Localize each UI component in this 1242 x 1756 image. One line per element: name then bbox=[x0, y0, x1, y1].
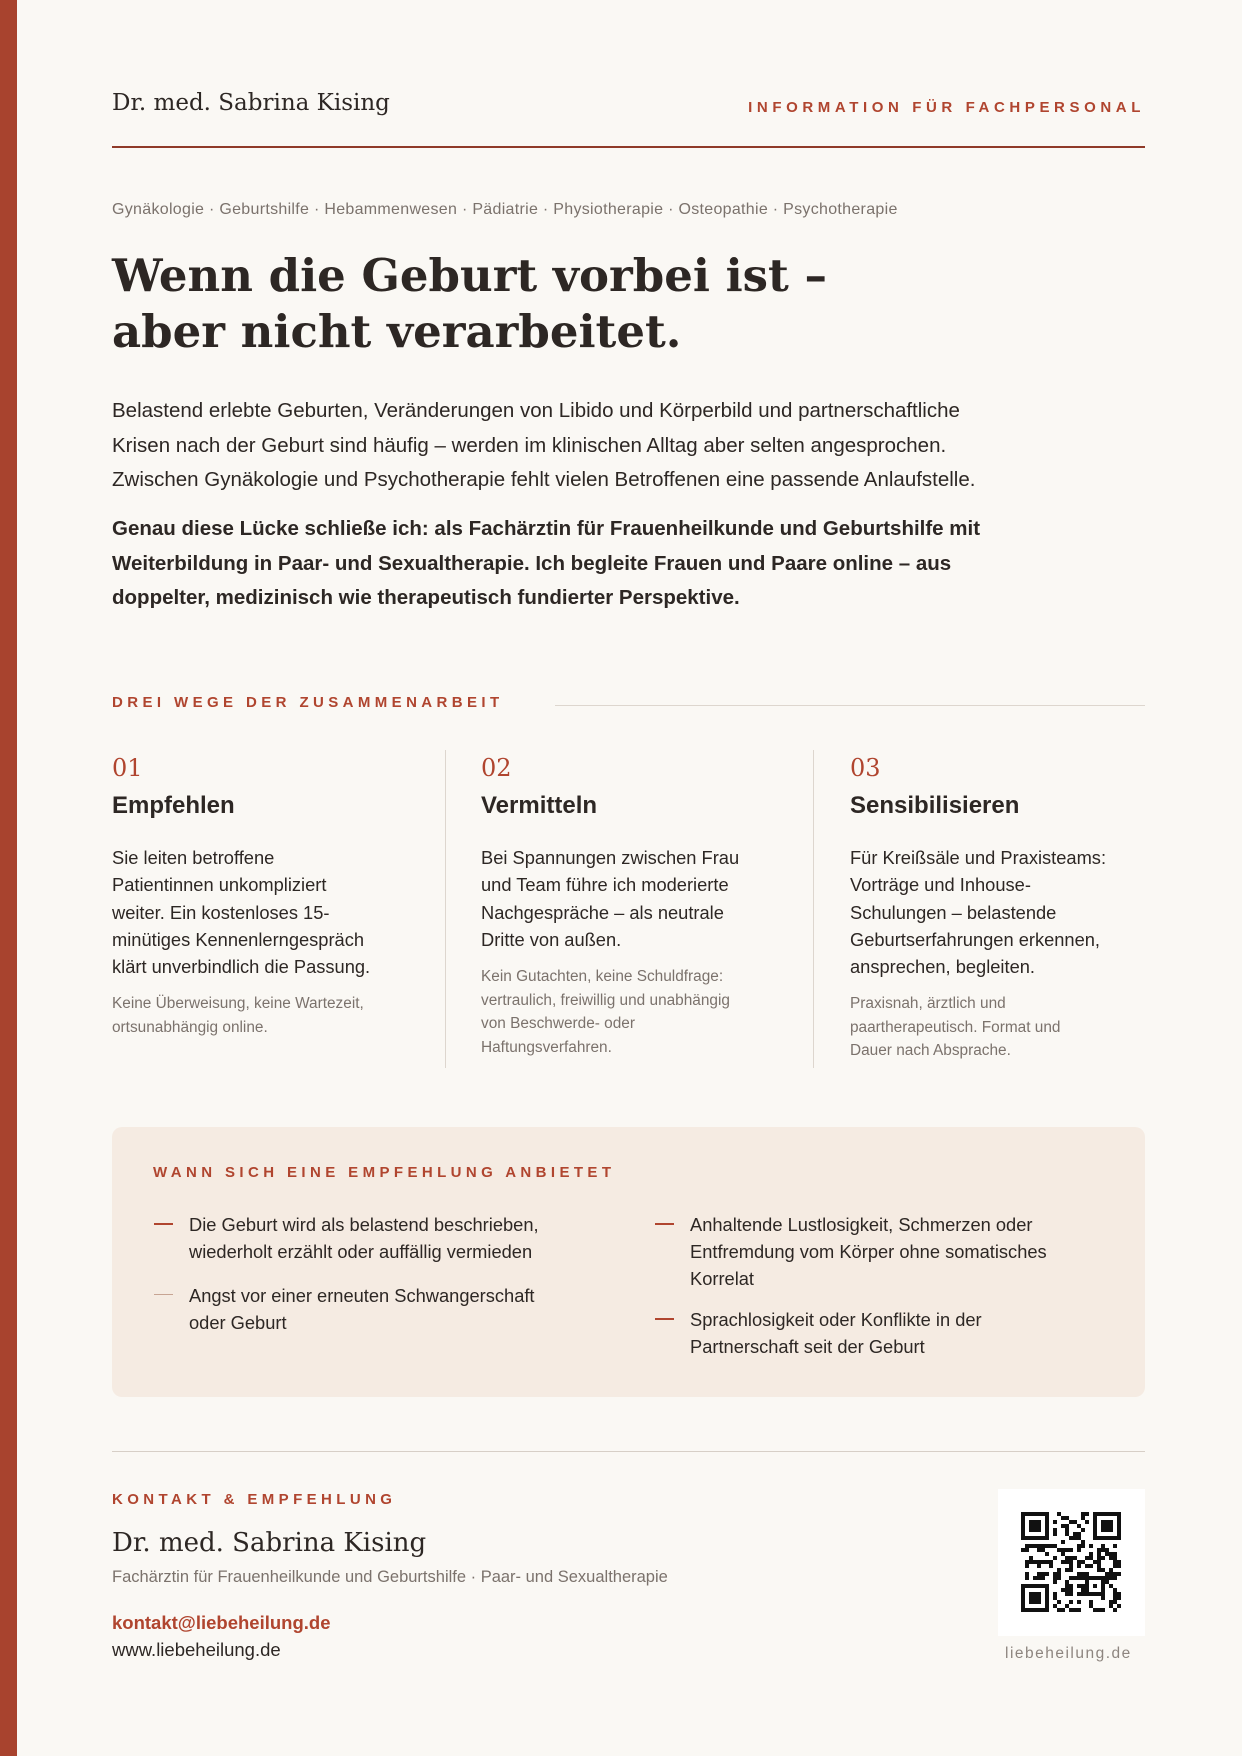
website-link[interactable]: www.liebeheilung.de bbox=[112, 1639, 281, 1660]
text-line: Haftungsverfahren. bbox=[481, 1038, 612, 1056]
referral-item bbox=[690, 1211, 1090, 1292]
text-line: Patientinnen unkompliziert bbox=[112, 874, 327, 896]
way-note bbox=[112, 992, 412, 1039]
text-line: Für Kreißsäle und Praxisteams: bbox=[850, 847, 1107, 868]
way-column-mediate bbox=[481, 750, 781, 1068]
referral-item bbox=[690, 1306, 1090, 1360]
contact-qualifications: Fachärztin für Frauenheilkunde und Geburtshilfe · Paar- und Sexualtherapie bbox=[112, 1568, 668, 1586]
brand-name: Dr. med. Sabrina Kising bbox=[112, 90, 390, 116]
contact-name: Dr. med. Sabrina Kising bbox=[112, 1528, 427, 1558]
ways-divider bbox=[555, 705, 1145, 706]
text-line: ortsunabhängig online. bbox=[112, 1018, 268, 1036]
way-number: 01 bbox=[112, 754, 143, 782]
ways-section-label: DREI WEGE DER ZUSAMMENARBEIT bbox=[112, 694, 504, 711]
text-line: und Team führe ich moderierte bbox=[481, 874, 729, 896]
text-line: oder Geburt bbox=[189, 1312, 287, 1333]
contact-section-label: KONTAKT & EMPFEHLUNG bbox=[112, 1491, 397, 1508]
text-line: Praxisnah, ärztlich und bbox=[850, 995, 1006, 1012]
text-line: Sprachlosigkeit oder Konflikte in der bbox=[690, 1309, 982, 1330]
text-line: wiederholt erzählt oder auffällig vermieden bbox=[189, 1241, 533, 1262]
text-line: Schulungen – belastende bbox=[850, 901, 1057, 923]
page-title bbox=[112, 248, 827, 360]
text-line: Sie leiten betroffene bbox=[112, 847, 275, 868]
text-line: Korrelat bbox=[690, 1268, 755, 1289]
way-description bbox=[481, 844, 771, 953]
dash-bullet-icon bbox=[655, 1318, 674, 1320]
way-note bbox=[850, 992, 1150, 1063]
referral-item bbox=[189, 1282, 589, 1336]
way-note bbox=[481, 965, 781, 1059]
accent-bar bbox=[0, 0, 17, 1756]
text-line: vertraulich, freiwillig und unabhängig bbox=[481, 991, 730, 1009]
text-line: Dauer nach Absprache. bbox=[850, 1042, 1011, 1059]
text-line: von Beschwerde- oder bbox=[481, 1015, 635, 1032]
text-line: paartherapeutisch. Format und bbox=[850, 1018, 1061, 1036]
title-line-1: Wenn die Geburt vorbei ist – bbox=[112, 249, 827, 302]
text-line: minütiges Kennenlerngespräch bbox=[112, 928, 365, 950]
dash-bullet-icon bbox=[655, 1223, 674, 1225]
way-title: Vermitteln bbox=[481, 792, 598, 819]
lead-line: Genau diese Lücke schließe ich: als Fachärztin für Frauenheilkunde und Geburtshilfe mit bbox=[112, 517, 981, 540]
referral-box bbox=[112, 1127, 1145, 1397]
way-column-sensitize bbox=[850, 750, 1150, 1068]
page-header bbox=[112, 90, 1145, 148]
qr-code-icon[interactable] bbox=[998, 1489, 1145, 1636]
way-number: 02 bbox=[481, 754, 512, 782]
qr-code-graphic bbox=[1021, 1512, 1122, 1613]
way-title: Sensibilisieren bbox=[850, 792, 1020, 819]
specialties-line: Gynäkologie · Geburtshilfe · Hebammenwesen · Pädiatrie · Physiotherapie · Osteopathie · Psychotherapie bbox=[112, 201, 898, 218]
way-title: Empfehlen bbox=[112, 792, 235, 819]
intro-paragraph bbox=[112, 394, 1112, 498]
way-description bbox=[112, 844, 402, 980]
text-line: Entfremdung vom Körper ohne somatisches bbox=[690, 1241, 1047, 1262]
text-line: klärt unverbindlich die Passung. bbox=[112, 956, 371, 978]
intro-line: Zwischen Gynäkologie und Psychotherapie fehlt vielen Betroffenen eine passende Anlaufstelle. bbox=[112, 468, 976, 491]
referral-section-label: WANN SICH EINE EMPFEHLUNG ANBIETET bbox=[153, 1164, 616, 1181]
text-line: Dritte von außen. bbox=[481, 928, 622, 950]
column-divider bbox=[445, 750, 446, 1068]
text-line: Anhaltende Lustlosigkeit, Schmerzen oder bbox=[690, 1214, 1033, 1235]
text-line: Keine Überweisung, keine Wartezeit, bbox=[112, 995, 364, 1012]
ways-columns bbox=[112, 750, 1145, 1068]
referral-item bbox=[189, 1211, 589, 1265]
intro-line: Krisen nach der Geburt sind häufig – werden im klinischen Alltag aber selten angesprochen. bbox=[112, 433, 947, 457]
text-line: Geburtserfahrungen erkennen, bbox=[850, 928, 1101, 950]
intro-line: Belastend erlebte Geburten, Veränderungen von Libido und Körperbild und partnerschaftliche bbox=[112, 399, 960, 422]
text-line: Partnerschaft seit der Geburt bbox=[690, 1336, 925, 1357]
text-line: Bei Spannungen zwischen Frau bbox=[481, 847, 740, 868]
text-line: ansprechen, begleiten. bbox=[850, 956, 1035, 978]
footer-divider bbox=[112, 1451, 1145, 1452]
email-link[interactable]: kontakt@liebeheilung.de bbox=[112, 1612, 331, 1633]
text-line: Vorträge und Inhouse- bbox=[850, 874, 1031, 896]
dash-bullet-icon bbox=[154, 1223, 173, 1225]
dash-bullet-icon bbox=[154, 1294, 173, 1295]
lead-line: doppelter, medizinisch wie therapeutisch fundierter Perspektive. bbox=[112, 586, 740, 609]
text-line: Nachgespräche – als neutrale bbox=[481, 901, 724, 923]
column-divider bbox=[813, 750, 814, 1068]
way-description bbox=[850, 844, 1140, 980]
qr-caption: liebeheilung.de bbox=[1005, 1645, 1132, 1662]
text-line: weiter. Ein kostenloses 15- bbox=[112, 901, 330, 923]
lead-line: Weiterbildung in Paar- und Sexualtherapie. Ich begleite Frauen und Paare online – aus bbox=[112, 551, 952, 575]
title-line-2: aber nicht verarbeitet. bbox=[112, 305, 682, 358]
way-number: 03 bbox=[850, 754, 881, 782]
text-line: Angst vor einer erneuten Schwangerschaft bbox=[189, 1285, 535, 1306]
text-line: Kein Gutachten, keine Schuldfrage: bbox=[481, 968, 724, 985]
text-line: Die Geburt wird als belastend beschrieben, bbox=[189, 1214, 539, 1235]
audience-tag: INFORMATION FÜR FACHPERSONAL bbox=[748, 99, 1145, 116]
lead-paragraph bbox=[112, 512, 1112, 616]
way-column-recommend bbox=[112, 750, 412, 1068]
